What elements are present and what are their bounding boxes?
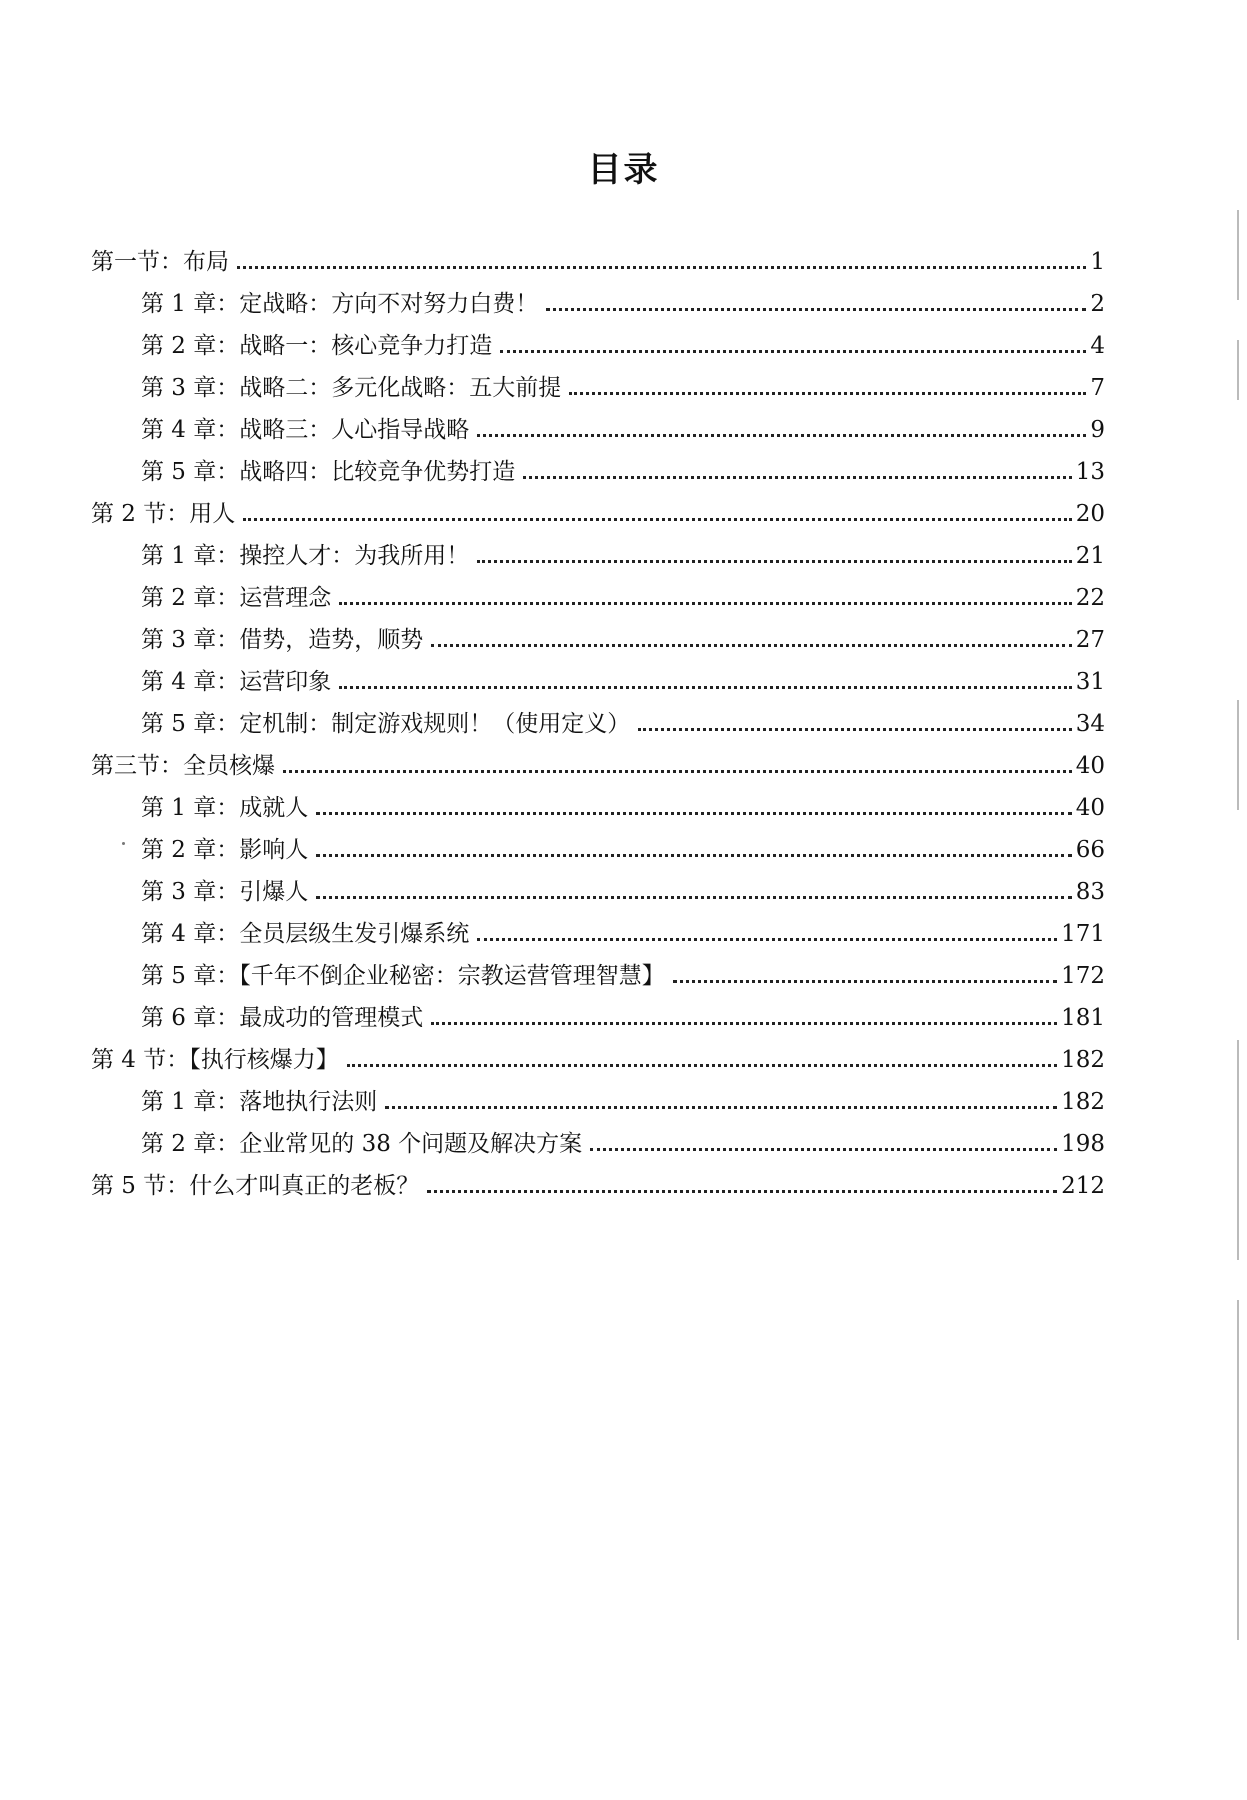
dot-leader	[316, 854, 1071, 857]
scan-speck	[122, 842, 125, 845]
dot-leader	[546, 308, 1086, 311]
toc-page-number: 31	[1075, 669, 1105, 695]
dot-leader	[243, 518, 1071, 521]
toc-section-entry	[91, 738, 1105, 780]
dot-leader	[385, 1106, 1057, 1109]
dot-leader	[673, 980, 1057, 983]
toc-chapter-entry	[91, 276, 1105, 318]
toc-entry-label: 第 1 章：操控人才：为我所用！	[141, 543, 470, 569]
dot-leader	[523, 476, 1071, 479]
page-title: 目录	[587, 150, 660, 190]
dot-leader	[347, 1064, 1057, 1067]
toc-page-number: 13	[1075, 459, 1105, 485]
toc-section-entry	[91, 1158, 1105, 1200]
dot-leader	[316, 812, 1071, 815]
toc-chapter-entry	[91, 402, 1105, 444]
toc-entry-label: 第 1 章：落地执行法则	[141, 1089, 378, 1115]
toc-entry-label: 第 2 章：企业常见的 38 个问题及解决方案	[141, 1131, 583, 1157]
dot-leader	[427, 1190, 1057, 1193]
toc-chapter-entry	[91, 696, 1105, 738]
toc-entry-label: 第 2 节：用人	[91, 501, 236, 527]
toc-entry-label: 第一节：布局	[91, 249, 229, 275]
toc-page-number: 4	[1090, 333, 1105, 359]
toc-entry-label: 第 5 章：战略四：比较竞争优势打造	[141, 459, 516, 485]
toc-page-number: 40	[1075, 753, 1105, 779]
toc-entry-label: 第 4 章：战略三：人心指导战略	[141, 417, 470, 443]
toc-page-number: 9	[1090, 417, 1105, 443]
toc-chapter-entry	[91, 318, 1105, 360]
toc-chapter-entry	[91, 906, 1105, 948]
toc-page-number: 27	[1075, 627, 1105, 653]
toc-entry-label: 第 2 章：运营理念	[141, 585, 332, 611]
toc-page-number: 2	[1090, 291, 1105, 317]
scan-edge-mark	[1237, 210, 1239, 300]
toc-entry-label: 第 4 章：运营印象	[141, 669, 332, 695]
toc-page-number: 182	[1061, 1047, 1105, 1073]
toc-entry-label: 第 5 章：【千年不倒企业秘密：宗教运营管理智慧】	[141, 963, 665, 989]
dot-leader	[477, 560, 1071, 563]
toc-chapter-entry	[91, 360, 1105, 402]
toc-page-number: 34	[1075, 711, 1105, 737]
toc-chapter-entry	[91, 570, 1105, 612]
toc-chapter-entry	[91, 822, 1105, 864]
toc-page-number: 66	[1075, 837, 1105, 863]
toc-entry-label: 第 1 章：成就人	[141, 795, 309, 821]
dot-leader	[339, 686, 1071, 689]
toc-chapter-entry	[91, 780, 1105, 822]
toc-chapter-entry	[91, 528, 1105, 570]
dot-leader	[500, 350, 1086, 353]
table-of-contents	[91, 234, 1105, 1200]
toc-entry-label: 第 4 节：【执行核爆力】	[91, 1047, 339, 1073]
toc-page-number: 22	[1075, 585, 1105, 611]
toc-page-number: 171	[1061, 921, 1105, 947]
toc-page-number: 7	[1090, 375, 1105, 401]
dot-leader	[477, 938, 1057, 941]
toc-chapter-entry	[91, 612, 1105, 654]
dot-leader	[638, 728, 1071, 731]
toc-section-entry	[91, 234, 1105, 276]
scan-edge-mark	[1237, 1040, 1239, 1260]
toc-chapter-entry	[91, 654, 1105, 696]
dot-leader	[283, 770, 1072, 773]
dot-leader	[431, 644, 1071, 647]
toc-page-number: 172	[1061, 963, 1105, 989]
toc-entry-label: 第 3 章：借势，造势，顺势	[141, 627, 424, 653]
toc-chapter-entry	[91, 948, 1105, 990]
toc-page-number: 198	[1061, 1131, 1105, 1157]
scan-edge-mark	[1237, 340, 1239, 400]
dot-leader	[590, 1148, 1057, 1151]
toc-chapter-entry	[91, 864, 1105, 906]
scan-edge-mark	[1237, 700, 1239, 810]
toc-entry-label: 第三节：全员核爆	[91, 753, 275, 779]
dot-leader	[477, 434, 1086, 437]
toc-entry-label: 第 2 章：战略一：核心竞争力打造	[141, 333, 493, 359]
toc-entry-label: 第 5 节：什么才叫真正的老板？	[91, 1173, 420, 1199]
toc-page-number: 83	[1075, 879, 1105, 905]
scan-edge-mark	[1237, 1300, 1239, 1640]
toc-entry-label: 第 1 章：定战略：方向不对努力白费！	[141, 291, 539, 317]
toc-chapter-entry	[91, 990, 1105, 1032]
toc-page-number: 1	[1090, 249, 1105, 275]
dot-leader	[316, 896, 1071, 899]
toc-entry-label: 第 2 章：影响人	[141, 837, 309, 863]
toc-section-entry	[91, 486, 1105, 528]
toc-entry-label: 第 5 章：定机制：制定游戏规则！（使用定义）	[141, 711, 631, 737]
toc-entry-label: 第 6 章：最成功的管理模式	[141, 1005, 424, 1031]
toc-entry-label: 第 4 章：全员层级生发引爆系统	[141, 921, 470, 947]
dot-leader	[237, 266, 1086, 269]
toc-chapter-entry	[91, 444, 1105, 486]
toc-entry-label: 第 3 章：战略二：多元化战略：五大前提	[141, 375, 562, 401]
toc-chapter-entry	[91, 1074, 1105, 1116]
toc-chapter-entry	[91, 1116, 1105, 1158]
dot-leader	[431, 1022, 1057, 1025]
toc-page-number: 182	[1061, 1089, 1105, 1115]
dot-leader	[339, 602, 1071, 605]
toc-section-entry	[91, 1032, 1105, 1074]
toc-page-number: 21	[1075, 543, 1105, 569]
toc-page-number: 40	[1075, 795, 1105, 821]
toc-page-number: 20	[1075, 501, 1105, 527]
toc-page-number: 212	[1061, 1173, 1105, 1199]
toc-entry-label: 第 3 章：引爆人	[141, 879, 309, 905]
toc-page-number: 181	[1061, 1005, 1105, 1031]
dot-leader	[569, 392, 1086, 395]
